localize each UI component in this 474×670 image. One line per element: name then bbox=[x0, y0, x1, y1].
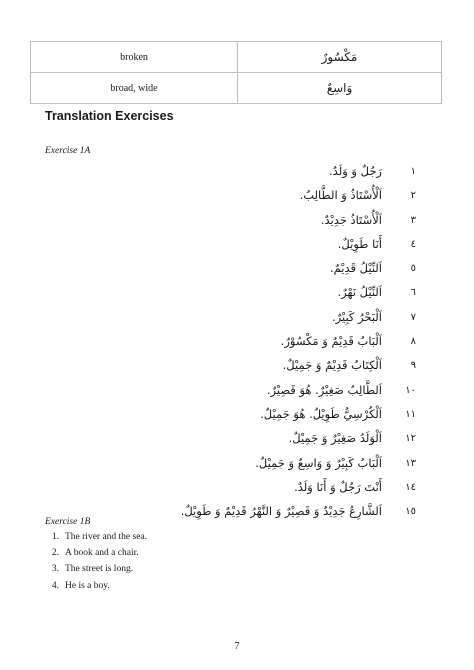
arabic-sentence: أَنَا طَوِيْلٌ. bbox=[337, 236, 382, 251]
list-item bbox=[0, 283, 474, 307]
vocab-row bbox=[31, 42, 442, 73]
vocab-row bbox=[31, 73, 442, 104]
exercise-1b-title: Exercise 1B bbox=[45, 517, 91, 527]
arabic-sentence: اَلْكُرْسِيُّ طَوِيْلٌ. هُوَ جَمِيْلٌ. bbox=[260, 406, 382, 421]
exercise-1a-title: Exercise 1A bbox=[45, 146, 91, 156]
item-number: 3. bbox=[51, 564, 59, 575]
item-number: ١١ bbox=[405, 408, 416, 420]
list-item bbox=[0, 235, 474, 259]
english-sentence: A book and a chair. bbox=[65, 548, 139, 559]
arabic-sentence: اَلْأُسْتَاذُ جَدِيْدٌ. bbox=[320, 212, 382, 227]
item-number: ٧ bbox=[410, 311, 416, 323]
item-number: ١٤ bbox=[405, 481, 416, 493]
vocab-english: broken bbox=[31, 42, 238, 73]
item-number: ١٠ bbox=[405, 384, 416, 396]
list-item bbox=[45, 581, 147, 597]
arabic-sentence: اَلْوَلَدُ صَغِيْرٌ وَ جَمِيْلٌ. bbox=[288, 431, 382, 446]
item-number: ٦ bbox=[410, 287, 416, 299]
item-number: ١٣ bbox=[405, 457, 416, 469]
list-item bbox=[0, 211, 474, 235]
item-number: ١٢ bbox=[405, 433, 416, 445]
list-item bbox=[45, 532, 147, 548]
exercise-1b-list bbox=[45, 532, 147, 597]
list-item bbox=[0, 332, 474, 356]
arabic-sentence: اَلشَّارِعُ جَدِيْدٌ وَ قَصِيْرٌ وَ النَّهْرُ قَدِيْمٌ وَ طَوِيْلٌ. bbox=[180, 504, 382, 519]
arabic-sentence: اَلْأُسْتَاذُ وَ الطَّالِبُ. bbox=[299, 188, 382, 203]
arabic-sentence: اَلْبَابُ قَدِيْمٌ وَ مَكْسُوْرٌ. bbox=[280, 334, 382, 349]
vocabulary-table bbox=[30, 41, 442, 104]
arabic-sentence: اَلنِّيْلُ قَدِيْمٌ. bbox=[329, 261, 382, 276]
vocab-arabic: وَاسِعٌ bbox=[238, 73, 442, 104]
list-item bbox=[0, 186, 474, 210]
arabic-sentence: اَلْبَابُ كَبِيْرٌ وَ وَاسِعٌ وَ جَمِيْلٌ. bbox=[255, 455, 382, 470]
item-number: ٢ bbox=[410, 190, 416, 202]
exercise-1a-list bbox=[0, 162, 474, 526]
list-item bbox=[0, 162, 474, 186]
list-item bbox=[0, 405, 474, 429]
list-item bbox=[45, 548, 147, 564]
vocab-english: broad, wide bbox=[31, 73, 238, 104]
arabic-sentence: رَجُلٌ وَ وَلَدٌ. bbox=[329, 164, 382, 178]
item-number: ١٥ bbox=[405, 506, 416, 518]
english-sentence: The street is long. bbox=[65, 564, 134, 575]
arabic-sentence: أَنْتَ رَجُلٌ وَ أَنَا وَلَدٌ. bbox=[294, 479, 382, 494]
section-heading: Translation Exercises bbox=[45, 109, 174, 123]
item-number: 4. bbox=[51, 580, 59, 591]
list-item bbox=[0, 454, 474, 478]
item-number: ٥ bbox=[410, 263, 416, 275]
list-item bbox=[0, 429, 474, 453]
list-item bbox=[45, 564, 147, 580]
item-number: ١ bbox=[410, 166, 416, 177]
list-item bbox=[0, 381, 474, 405]
item-number: ٤ bbox=[410, 238, 416, 250]
list-item bbox=[0, 259, 474, 283]
arabic-sentence: اَلْكِتَابُ قَدِيْمٌ وَ جَمِيْلٌ. bbox=[282, 358, 382, 373]
list-item bbox=[0, 478, 474, 502]
arabic-sentence: اَلْبَحْرُ كَبِيْرٌ. bbox=[331, 309, 382, 324]
arabic-sentence: اَلطَّالِبُ صَغِيْرٌ. هُوَ قَصِيْرٌ. bbox=[266, 382, 382, 397]
english-sentence: He is a boy. bbox=[65, 580, 110, 591]
item-number: ٩ bbox=[410, 360, 416, 372]
item-number: ٣ bbox=[410, 214, 416, 226]
page-number: 7 bbox=[234, 641, 240, 652]
item-number: ٨ bbox=[410, 336, 416, 348]
item-number: 1. bbox=[51, 532, 59, 542]
english-sentence: The river and the sea. bbox=[65, 532, 148, 542]
arabic-sentence: اَلنِّيْلُ نَهْرٌ. bbox=[337, 285, 382, 300]
list-item bbox=[0, 308, 474, 332]
list-item bbox=[0, 356, 474, 380]
vocab-arabic: مَكْسُورٌ bbox=[238, 42, 442, 73]
item-number: 2. bbox=[51, 548, 59, 559]
